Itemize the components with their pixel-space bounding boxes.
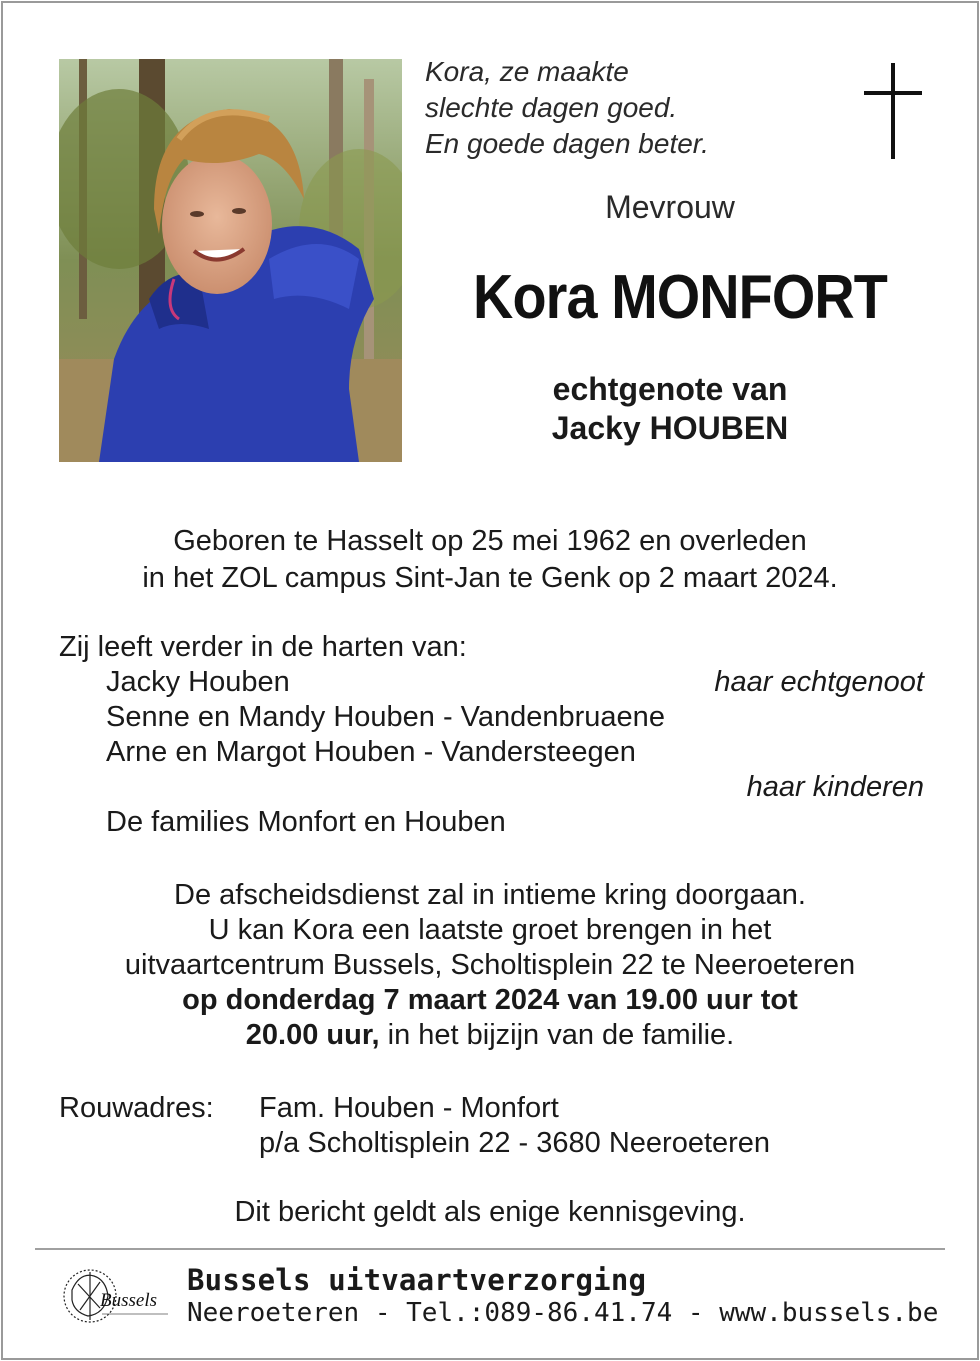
title-prefix: Mevrouw bbox=[605, 189, 735, 225]
logo-text: Bussels bbox=[100, 1290, 157, 1311]
deceased-name: Kora MONFORT bbox=[473, 263, 887, 332]
memorial-quote bbox=[425, 54, 785, 162]
survivor-row bbox=[59, 665, 924, 700]
address-line-2: p/a Scholtisplein 22 - 3680 Neeroeteren bbox=[259, 1127, 771, 1159]
survivor-role: haar echtgenoot bbox=[714, 666, 924, 698]
survivors-section bbox=[59, 630, 924, 840]
survivor-name: Senne en Mandy Houben - Vandenbruaene bbox=[106, 701, 665, 733]
footer-divider bbox=[35, 1248, 945, 1250]
service-info bbox=[60, 878, 920, 1053]
spouse-line-1: echtgenote van bbox=[552, 371, 788, 407]
address-label: Rouwadres: bbox=[59, 1092, 214, 1124]
funeral-home-name: Bussels uitvaartverzorging bbox=[187, 1263, 647, 1297]
survivors-intro: Zij leeft verder in de harten van: bbox=[59, 631, 467, 663]
funeral-home-info bbox=[187, 1263, 938, 1329]
funeral-home-contact: Neeroeteren - Tel.:089-86.41.74 - www.bussels.be bbox=[187, 1298, 939, 1328]
bussels-logo-icon bbox=[60, 1262, 172, 1330]
service-time: 20.00 uur, bbox=[245, 1019, 380, 1051]
service-note: in het bijzijn van de familie. bbox=[379, 1019, 735, 1051]
cross-icon bbox=[864, 63, 922, 159]
survivor-role: haar kinderen bbox=[746, 771, 924, 803]
service-time-line bbox=[60, 1018, 920, 1053]
service-line: U kan Kora een laatste groet brengen in het bbox=[208, 914, 772, 946]
service-line: uitvaartcentrum Bussels, Scholtisplein 22 te Neeroeteren bbox=[124, 949, 856, 981]
notice-text: Dit bericht geldt als enige kennisgeving. bbox=[234, 1196, 746, 1228]
quote-line: Kora, ze maakte bbox=[425, 56, 629, 87]
address-line-1: Fam. Houben - Monfort bbox=[259, 1092, 559, 1124]
survivor-row bbox=[59, 805, 924, 840]
service-date-line bbox=[60, 983, 920, 1018]
quote-line: En goede dagen beter. bbox=[425, 128, 709, 159]
survivor-name: De families Monfort en Houben bbox=[106, 806, 506, 838]
spouse-info bbox=[470, 370, 870, 448]
address-lines bbox=[259, 1091, 770, 1161]
portrait-photo bbox=[59, 59, 402, 462]
death-line: in het ZOL campus Sint-Jan te Genk op 2 maart 2024. bbox=[142, 562, 838, 594]
survivor-row bbox=[59, 735, 924, 770]
quote-line: slechte dagen goed. bbox=[425, 92, 678, 123]
survivor-name: Jacky Houben bbox=[106, 666, 290, 698]
spouse-line-2: Jacky HOUBEN bbox=[551, 410, 789, 446]
birth-death-info bbox=[60, 523, 920, 597]
birth-line: Geboren te Hasselt op 25 mei 1962 en overleden bbox=[173, 525, 807, 557]
survivor-name: Arne en Margot Houben - Vandersteegen bbox=[106, 736, 636, 768]
service-line: De afscheidsdienst zal in intieme kring doorgaan. bbox=[174, 879, 806, 911]
service-date: op donderdag 7 maart 2024 van 19.00 uur tot bbox=[182, 984, 798, 1016]
survivor-row bbox=[59, 770, 924, 805]
survivor-row bbox=[59, 700, 924, 735]
